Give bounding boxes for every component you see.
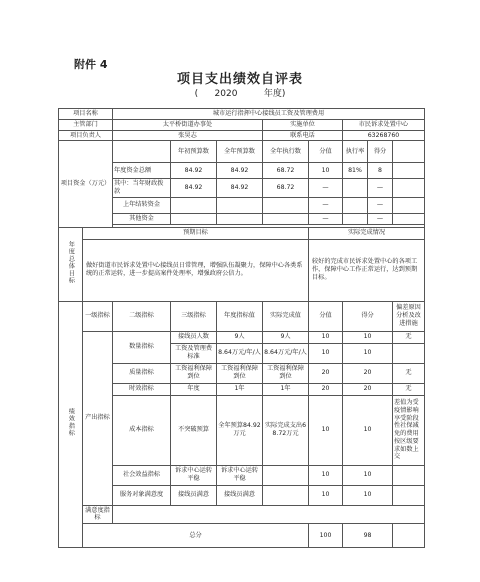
indicator-value: 10 bbox=[309, 395, 343, 465]
indicator-target: 接线员满意 bbox=[217, 485, 263, 505]
funds-initial bbox=[171, 213, 217, 224]
indicator-target: 工资福利保障到位 bbox=[217, 363, 263, 383]
indicator-score: 20 bbox=[343, 383, 393, 395]
funds-executed bbox=[263, 213, 309, 224]
funds-row-label: 其他资金 bbox=[113, 213, 171, 224]
funds-section-label: 项目资金（万元） bbox=[59, 141, 113, 227]
indicator-value: 10 bbox=[309, 343, 343, 363]
funds-annual: 84.92 bbox=[217, 179, 263, 198]
indicator-target: 诉求中心运转平稳 bbox=[217, 465, 263, 485]
funds-executed bbox=[263, 197, 309, 213]
indicator-header-level3: 三级指标 bbox=[171, 301, 217, 331]
indicator-score: 10 bbox=[343, 465, 393, 485]
quality-indicator-label: 质量指标 bbox=[113, 363, 171, 383]
funds-row-label: 上年结转资金 bbox=[113, 197, 171, 213]
indicator-target: 9人 bbox=[217, 331, 263, 343]
total-label: 总分 bbox=[83, 524, 309, 548]
funds-annual: 84.92 bbox=[217, 163, 263, 179]
indicator-score: 10 bbox=[343, 395, 393, 465]
funds-header-extra bbox=[393, 141, 425, 163]
funds-header-initial: 年初预算数 bbox=[171, 141, 217, 163]
indicator-note bbox=[393, 465, 425, 485]
indicator-actual bbox=[263, 465, 309, 485]
funds-extra bbox=[393, 163, 425, 179]
funds-score-value: — bbox=[309, 197, 343, 213]
indicator-note bbox=[393, 343, 425, 363]
indicator-header-target: 年度指标值 bbox=[217, 301, 263, 331]
funds-header-annual: 全年预算数 bbox=[217, 141, 263, 163]
funds-executed: 68.72 bbox=[263, 179, 309, 198]
indicator-actual: 9人 bbox=[263, 331, 309, 343]
indicator-note: 无 bbox=[393, 331, 425, 343]
funds-annual bbox=[217, 197, 263, 213]
indicator-note: 无 bbox=[393, 383, 425, 395]
expected-goal-text: 做好街道市民诉求处置中心接线员日常管理，增强队伍凝聚力，保障中心各类系统的正常运转，进一步提高案件处理率，增强政府公信力。 bbox=[83, 239, 309, 301]
indicator-header-value: 分值 bbox=[309, 301, 343, 331]
funds-initial bbox=[171, 197, 217, 213]
year-suffix: 年度) bbox=[263, 89, 286, 99]
dept-label: 主管部门 bbox=[59, 119, 113, 130]
indicator-target: 全年预算84.92万元 bbox=[217, 395, 263, 465]
funds-initial: 84.92 bbox=[171, 179, 217, 198]
indicator-header-score: 得分 bbox=[343, 301, 393, 331]
indicator-actual: 工资福利保障到位 bbox=[263, 363, 309, 383]
goals-section-label: 年度总体目标 bbox=[59, 227, 83, 301]
indicator-name: 不突破预算 bbox=[171, 395, 217, 465]
funds-rate bbox=[343, 213, 368, 224]
indicator-actual: 实际完成支出68.72万元 bbox=[263, 395, 309, 465]
funds-header-rate: 执行率 bbox=[343, 141, 368, 163]
indicator-note bbox=[393, 485, 425, 505]
funds-header-score: 得分 bbox=[368, 141, 393, 163]
funds-rate bbox=[343, 197, 368, 213]
funds-rate bbox=[343, 179, 368, 198]
funds-extra bbox=[393, 213, 425, 224]
service-indicator-label: 服务对象满意度 bbox=[113, 485, 171, 505]
funds-executed: 68.72 bbox=[263, 163, 309, 179]
year-open-paren: ( bbox=[194, 89, 199, 99]
indicator-header-deviation: 偏差原因分析及改进措施 bbox=[393, 301, 425, 331]
indicator-name: 工资福利保障到位 bbox=[171, 363, 217, 383]
funds-score-value: 10 bbox=[309, 163, 343, 179]
indicator-value: 10 bbox=[309, 331, 343, 343]
funds-header-score-value: 分值 bbox=[309, 141, 343, 163]
actual-result-label: 实际完成情况 bbox=[309, 227, 425, 239]
total-value: 100 bbox=[309, 524, 343, 548]
social-indicator-label: 社会效益指标 bbox=[113, 465, 171, 485]
indicator-note: 无 bbox=[393, 363, 425, 383]
year-value: 2020 bbox=[214, 89, 238, 99]
funds-row-label: 年度资金总额 bbox=[113, 163, 171, 179]
indicator-score: 10 bbox=[343, 331, 393, 343]
leader-label: 项目负责人 bbox=[59, 130, 113, 141]
funds-annual bbox=[217, 213, 263, 224]
evaluation-table-wrapper bbox=[58, 108, 424, 548]
indicator-value: 20 bbox=[309, 363, 343, 383]
funds-header-executed: 全年执行数 bbox=[263, 141, 309, 163]
evaluation-table bbox=[58, 108, 425, 548]
indicator-header-level2: 二级指标 bbox=[113, 301, 171, 331]
indicator-header-actual: 实际完成值 bbox=[263, 301, 309, 331]
expected-goal-label: 预期目标 bbox=[83, 227, 309, 239]
funds-score: — bbox=[368, 179, 393, 198]
indicator-target: 1年 bbox=[217, 383, 263, 395]
indicator-score: 10 bbox=[343, 485, 393, 505]
indicator-value: 20 bbox=[309, 383, 343, 395]
indicator-value: 10 bbox=[309, 465, 343, 485]
funds-score: — bbox=[368, 213, 393, 224]
phone-label: 联系电话 bbox=[263, 130, 343, 141]
indicator-score: 20 bbox=[343, 363, 393, 383]
satisfaction-spacer bbox=[113, 505, 425, 524]
project-name-label: 项目名称 bbox=[59, 109, 113, 120]
project-name-value: 城市运行指挥中心接线员工资及管理费用 bbox=[113, 109, 425, 120]
funds-row-label: 其中：当年财政拨款 bbox=[113, 179, 171, 198]
funds-score-value: — bbox=[309, 213, 343, 224]
phone-value: 63268760 bbox=[343, 130, 425, 141]
indicators-section-label: 绩效指标 bbox=[59, 301, 83, 548]
funds-score: 8 bbox=[368, 163, 393, 179]
indicator-name: 工资及管理费标准 bbox=[171, 343, 217, 363]
indicator-name: 接线员满意 bbox=[171, 485, 217, 505]
impl-unit-value: 市民诉求处置中心 bbox=[343, 119, 425, 130]
indicator-name: 年度 bbox=[171, 383, 217, 395]
year-line bbox=[0, 86, 480, 99]
funds-header-blank bbox=[113, 141, 171, 163]
attachment-label: 附件 4 bbox=[74, 58, 108, 71]
funds-score-value: — bbox=[309, 179, 343, 198]
total-extra bbox=[393, 524, 425, 548]
funds-score: — bbox=[368, 197, 393, 213]
output-indicator-label: 产出指标 bbox=[83, 331, 113, 505]
indicator-name: 诉求中心运转平稳 bbox=[171, 465, 217, 485]
indicator-actual: 1年 bbox=[263, 383, 309, 395]
funds-extra bbox=[393, 179, 425, 198]
impl-unit-label: 实施单位 bbox=[263, 119, 343, 130]
leader-value: 张昊志 bbox=[113, 130, 263, 141]
indicator-name: 接线员人数 bbox=[171, 331, 217, 343]
indicator-target: 8.64万元/年/人 bbox=[217, 343, 263, 363]
quantity-indicator-label: 数量指标 bbox=[113, 331, 171, 363]
form-title: 项目支出绩效自评表 bbox=[176, 72, 303, 87]
funds-initial: 84.92 bbox=[171, 163, 217, 179]
total-score: 98 bbox=[343, 524, 393, 548]
indicator-note: 差值为受疫情影响享受阶段性社保减免的费用按区级要求如数上交 bbox=[393, 395, 425, 465]
time-indicator-label: 时效指标 bbox=[113, 383, 171, 395]
funds-extra bbox=[393, 197, 425, 213]
funds-rate: 81% bbox=[343, 163, 368, 179]
indicator-header-level1: 一级指标 bbox=[83, 301, 113, 331]
satisfaction-indicator-label: 满意度指标 bbox=[83, 505, 113, 524]
indicator-actual: 8.64万元/年/人 bbox=[263, 343, 309, 363]
actual-result-text: 较好的完成市民诉求处置中心的各项工作，保障中心工作正常运行，达到预期目标。 bbox=[309, 239, 425, 301]
indicator-score: 10 bbox=[343, 343, 393, 363]
cost-indicator-label: 成本指标 bbox=[113, 395, 171, 465]
indicator-actual bbox=[263, 485, 309, 505]
dept-value: 太平桥街道办事处 bbox=[113, 119, 263, 130]
indicator-value: 10 bbox=[309, 485, 343, 505]
